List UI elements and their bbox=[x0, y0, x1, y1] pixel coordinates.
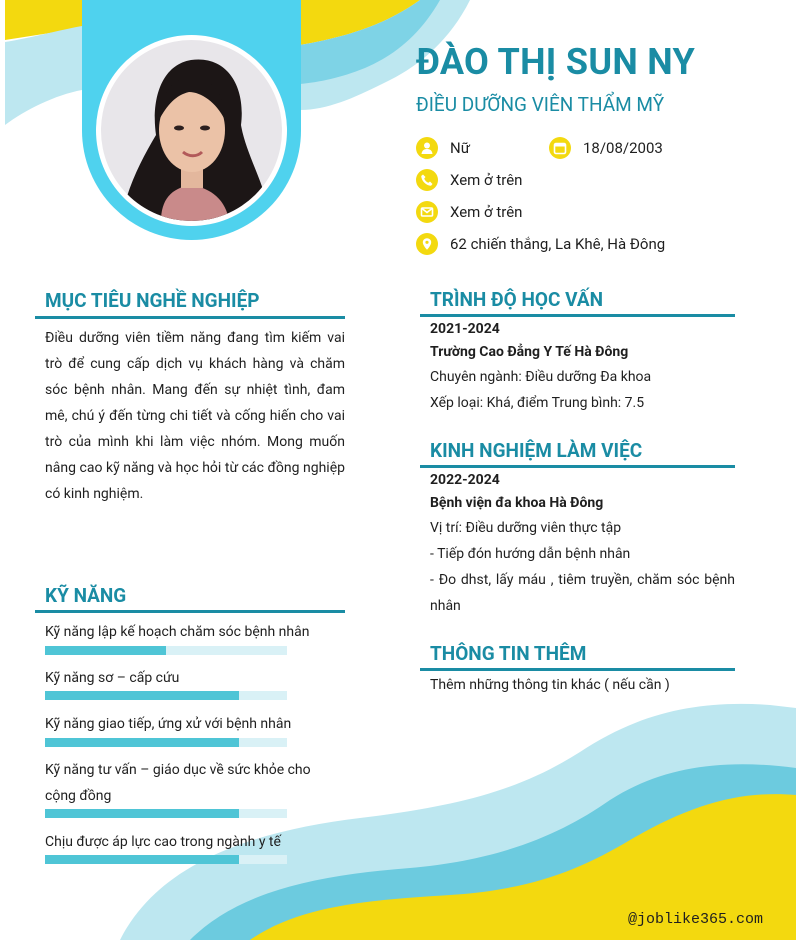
job-title: ĐIỀU DƯỠNG VIÊN THẨM MỸ bbox=[416, 93, 665, 116]
education-major: Chuyên ngành: Điều dưỡng Đa khoa bbox=[430, 369, 652, 385]
info-address bbox=[416, 232, 665, 256]
skill-label: Kỹ năng sơ – cấp cứu bbox=[45, 670, 180, 686]
calendar-icon bbox=[549, 137, 571, 159]
skill-bar bbox=[45, 646, 287, 655]
info-phone bbox=[416, 168, 522, 192]
person-icon bbox=[416, 137, 438, 159]
experience-duty: - Tiếp đón hướng dẫn bệnh nhân bbox=[430, 546, 631, 562]
profile-photo bbox=[101, 40, 282, 221]
skill-bar bbox=[45, 855, 287, 864]
info-email bbox=[416, 200, 522, 224]
birthday-value: 18/08/2003 bbox=[583, 139, 663, 157]
phone-icon bbox=[416, 169, 438, 191]
skill-bar bbox=[45, 738, 287, 747]
skills-title: KỸ NĂNG bbox=[45, 584, 127, 607]
skills-divider bbox=[35, 610, 345, 613]
watermark: @joblike365.com bbox=[628, 911, 764, 928]
experience-period: 2022-2024 bbox=[430, 472, 500, 488]
candidate-name: ĐÀO THỊ SUN NY bbox=[416, 41, 696, 83]
experience-title: KINH NGHIỆM LÀM VIỆC bbox=[430, 439, 643, 462]
additional-divider bbox=[420, 668, 735, 671]
skill-bar bbox=[45, 691, 287, 700]
skill-label: Kỹ năng giao tiếp, ứng xử với bệnh nhân bbox=[45, 716, 292, 732]
additional-text: Thêm những thông tin khác ( nếu cần ) bbox=[430, 677, 670, 693]
skill-bar-fill bbox=[45, 691, 239, 700]
education-divider bbox=[420, 314, 735, 317]
skill-bar-fill bbox=[45, 738, 239, 747]
skill-bar bbox=[45, 809, 287, 818]
objective-divider bbox=[35, 316, 345, 319]
objective-title: MỤC TIÊU NGHỀ NGHIỆP bbox=[45, 289, 260, 312]
experience-duty: - Đo dhst, lấy máu , tiêm truyền, chăm sóc bệnh nhân bbox=[430, 572, 735, 614]
experience-company: Bệnh viện đa khoa Hà Đông bbox=[430, 495, 604, 511]
education-period: 2021-2024 bbox=[430, 321, 500, 337]
info-gender bbox=[416, 136, 470, 160]
skill-label: Kỹ năng tư vấn – giáo dục về sức khỏe cho cộng đồng bbox=[45, 762, 311, 804]
mail-icon bbox=[416, 201, 438, 223]
email-value: Xem ở trên bbox=[450, 203, 523, 221]
experience-position: Vị trí: Điều dưỡng viên thực tập bbox=[430, 520, 622, 536]
gender-value: Nữ bbox=[450, 139, 470, 157]
education-title: TRÌNH ĐỘ HỌC VẤN bbox=[430, 288, 604, 311]
skill-bar-fill bbox=[45, 646, 166, 655]
info-birthday bbox=[549, 136, 663, 160]
address-value: 62 chiến thắng, La Khê, Hà Đông bbox=[450, 235, 666, 253]
objective-text: Điều dưỡng viên tiềm năng đang tìm kiếm vai trò để cung cấp dịch vụ khách hàng và chăm sóc bệnh nhân. Mang đến sự nhiệt tình, đam mê, chú ý đến từng chi tiết và cống hiến cho vai trò của mình khi làm việc nhóm. Mong muốn nâng cao kỹ năng và học hỏi từ các đồng nghiệp có kinh nghiệm. bbox=[45, 330, 345, 502]
skill-bar-fill bbox=[45, 809, 239, 818]
location-pin-icon bbox=[416, 233, 438, 255]
phone-value: Xem ở trên bbox=[450, 171, 523, 189]
education-grade: Xếp loại: Khá, điểm Trung bình: 7.5 bbox=[430, 395, 645, 411]
skill-label: Chịu được áp lực cao trong ngành y tế bbox=[45, 834, 281, 850]
additional-title: THÔNG TIN THÊM bbox=[430, 642, 587, 665]
skill-bar-fill bbox=[45, 855, 239, 864]
experience-divider bbox=[420, 465, 735, 468]
skill-label: Kỹ năng lập kế hoạch chăm sóc bệnh nhân bbox=[45, 624, 310, 640]
education-school: Trường Cao Đẳng Y Tế Hà Đông bbox=[430, 344, 629, 360]
